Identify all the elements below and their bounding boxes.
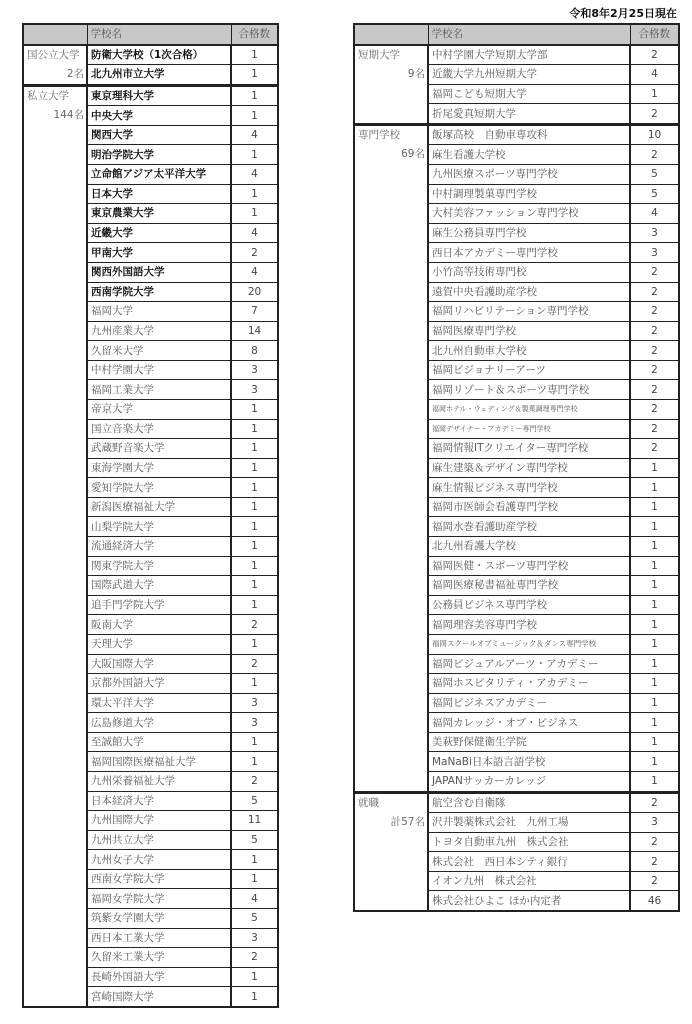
school-name: 福岡スクールオブミュージック＆ダンス専門学校 <box>428 634 630 654</box>
pass-count: 1 <box>231 45 278 65</box>
pass-count: 1 <box>231 850 278 870</box>
school-name: 近畿大学 <box>87 223 231 243</box>
school-name: 福岡国際医療福祉大学 <box>87 752 231 772</box>
pass-count: 5 <box>231 830 278 850</box>
pass-count: 2 <box>630 145 679 165</box>
table-row <box>354 792 679 813</box>
pass-count: 2 <box>630 45 679 65</box>
pass-count: 1 <box>630 771 679 792</box>
school-name: 追手門学院大学 <box>87 595 231 615</box>
pass-count: 11 <box>231 811 278 831</box>
category-label: 国公立大学 <box>27 48 80 61</box>
header-category <box>23 24 87 45</box>
pass-count: 3 <box>231 928 278 948</box>
school-name: 福岡水巻看護助産学校 <box>428 517 630 537</box>
pass-count: 1 <box>231 399 278 419</box>
school-name: 西日本工業大学 <box>87 928 231 948</box>
school-name: 九州女子大学 <box>87 850 231 870</box>
school-name: 中村学園大学 <box>87 360 231 380</box>
pass-count: 1 <box>231 65 278 86</box>
pass-count: 8 <box>231 341 278 361</box>
school-name: 筑紫女学園大学 <box>87 909 231 929</box>
pass-count: 4 <box>231 223 278 243</box>
pass-count: 1 <box>630 556 679 576</box>
pass-count: 1 <box>630 537 679 557</box>
pass-count: 14 <box>231 321 278 341</box>
school-name: 公務員ビジネス専門学校 <box>428 595 630 615</box>
school-name: 福岡ホテル・ウェディング＆製菓調理専門学校 <box>428 399 630 419</box>
pass-count: 1 <box>630 674 679 694</box>
pass-count: 1 <box>630 478 679 498</box>
pass-count: 1 <box>231 674 278 694</box>
school-name: 広島修道大学 <box>87 713 231 733</box>
college-employment-results-table <box>353 23 680 912</box>
school-name: 福岡女学院大学 <box>87 889 231 909</box>
school-name: 流通経済大学 <box>87 537 231 557</box>
pass-count: 1 <box>231 85 278 106</box>
school-name: 福岡ビジネスアカデミー <box>428 693 630 713</box>
school-name: 福岡医健・スポーツ専門学校 <box>428 556 630 576</box>
school-name: JAPANサッカーカレッジ <box>428 771 630 792</box>
school-name: 東京農業大学 <box>87 204 231 224</box>
pass-count: 1 <box>231 145 278 165</box>
pass-count: 2 <box>231 615 278 635</box>
school-name: 沢井製薬株式会社 九州工場 <box>428 813 630 833</box>
category-cell <box>354 45 428 125</box>
pass-count: 1 <box>231 987 278 1007</box>
pass-count: 3 <box>231 380 278 400</box>
header-school-name: 学校名 <box>428 24 630 45</box>
school-name: 天理大学 <box>87 634 231 654</box>
school-name: 至誠館大学 <box>87 732 231 752</box>
pass-count: 1 <box>231 732 278 752</box>
pass-count: 1 <box>630 654 679 674</box>
pass-count: 2 <box>630 399 679 419</box>
school-name: 折尾愛真短期大学 <box>428 104 630 125</box>
table-row <box>23 85 278 106</box>
school-name: 小竹高等技術専門校 <box>428 262 630 282</box>
pass-count: 1 <box>630 84 679 104</box>
pass-count: 1 <box>630 693 679 713</box>
pass-count: 1 <box>231 517 278 537</box>
pass-count: 1 <box>231 184 278 204</box>
school-name: 日本経済大学 <box>87 791 231 811</box>
school-name: 明治学院大学 <box>87 145 231 165</box>
school-name: 山梨学院大学 <box>87 517 231 537</box>
school-name: 美萩野保健衛生学院 <box>428 732 630 752</box>
school-name: 九州医療スポーツ専門学校 <box>428 165 630 185</box>
pass-count: 2 <box>630 302 679 322</box>
school-name: 北九州市立大学 <box>87 65 231 86</box>
category-total: 69名 <box>401 147 425 160</box>
category-cell <box>23 45 87 86</box>
pass-count: 1 <box>231 458 278 478</box>
category-label: 私立大学 <box>27 89 69 102</box>
school-name: 武蔵野音楽大学 <box>87 439 231 459</box>
school-name: 環太平洋大学 <box>87 693 231 713</box>
pass-count: 3 <box>630 223 679 243</box>
school-name: 福岡ビジョナリーアーツ <box>428 360 630 380</box>
category-label: 専門学校 <box>358 128 400 141</box>
pass-count: 1 <box>231 634 278 654</box>
pass-count: 2 <box>231 771 278 791</box>
category-label: 短期大学 <box>358 48 400 61</box>
pass-count: 4 <box>630 65 679 85</box>
school-name: トヨタ自動車九州 株式会社 <box>428 832 630 852</box>
pass-count: 2 <box>630 419 679 439</box>
school-name: 中村調理製菓専門学校 <box>428 184 630 204</box>
pass-count: 1 <box>231 106 278 126</box>
pass-count: 1 <box>630 458 679 478</box>
header-school-name: 学校名 <box>87 24 231 45</box>
pass-count: 3 <box>630 243 679 263</box>
school-name: 中村学園大学短期大学部 <box>428 45 630 65</box>
school-name: 関西大学 <box>87 125 231 145</box>
school-name: 福岡大学 <box>87 302 231 322</box>
pass-count: 1 <box>630 615 679 635</box>
school-name: 関西外国語大学 <box>87 262 231 282</box>
school-name: 九州産業大学 <box>87 321 231 341</box>
school-name: 東京理科大学 <box>87 85 231 106</box>
school-name: 東海学園大学 <box>87 458 231 478</box>
pass-count: 1 <box>630 595 679 615</box>
header-category <box>354 24 428 45</box>
pass-count: 20 <box>231 282 278 302</box>
school-name: 麻生公務員専門学校 <box>428 223 630 243</box>
school-name: 久留米工業大学 <box>87 948 231 968</box>
school-name: 防衛大学校（1次合格） <box>87 45 231 65</box>
pass-count: 2 <box>630 341 679 361</box>
school-name: 大村美容ファッション専門学校 <box>428 204 630 224</box>
school-name: 北九州看護大学校 <box>428 537 630 557</box>
pass-count: 2 <box>630 380 679 400</box>
school-name: 長崎外国語大学 <box>87 967 231 987</box>
pass-count: 10 <box>630 124 679 145</box>
table-row <box>354 45 679 65</box>
category-cell <box>354 792 428 911</box>
pass-count: 2 <box>231 654 278 674</box>
school-name: 福岡リハビリテーション専門学校 <box>428 302 630 322</box>
school-name: 大阪国際大学 <box>87 654 231 674</box>
pass-count: 1 <box>630 576 679 596</box>
header-pass-count: 合格数 <box>231 24 278 45</box>
school-name: 福岡医療専門学校 <box>428 321 630 341</box>
school-name: 新潟医療福祉大学 <box>87 497 231 517</box>
school-name: 航空含む自衛隊 <box>428 792 630 813</box>
pass-count: 1 <box>231 967 278 987</box>
school-name: 近畿大学九州短期大学 <box>428 65 630 85</box>
pass-count: 2 <box>630 360 679 380</box>
table-row <box>23 45 278 65</box>
school-name: 帝京大学 <box>87 399 231 419</box>
category-total: 2名 <box>66 67 84 80</box>
school-name: 西南女学院大学 <box>87 869 231 889</box>
table-header-row <box>23 24 278 45</box>
pass-count: 3 <box>630 813 679 833</box>
pass-count: 5 <box>231 909 278 929</box>
school-name: イオン九州 株式会社 <box>428 871 630 891</box>
school-name: MaNaBi日本語言語学校 <box>428 752 630 772</box>
pass-count: 1 <box>231 752 278 772</box>
school-name: 国際武道大学 <box>87 576 231 596</box>
school-name: 福岡ビジュアルアーツ・アカデミー <box>428 654 630 674</box>
pass-count: 5 <box>630 184 679 204</box>
school-name: 福岡情報ITクリエイター専門学校 <box>428 439 630 459</box>
pass-count: 1 <box>630 713 679 733</box>
school-name: 飯塚高校 自動車専攻科 <box>428 124 630 145</box>
table-row <box>354 124 679 145</box>
pass-count: 4 <box>231 165 278 185</box>
school-name: 麻生建築＆デザイン専門学校 <box>428 458 630 478</box>
right-table-body <box>354 45 679 911</box>
pass-count: 1 <box>231 537 278 557</box>
school-name: 福岡デザイナー・アカデミー専門学校 <box>428 419 630 439</box>
school-name: 京都外国語大学 <box>87 674 231 694</box>
pass-count: 1 <box>231 869 278 889</box>
school-name: 遠賀中央看護助産学校 <box>428 282 630 302</box>
pass-count: 1 <box>630 517 679 537</box>
pass-count: 1 <box>231 204 278 224</box>
pass-count: 1 <box>231 419 278 439</box>
as-of-date: 令和8年2月25日現在 <box>569 7 677 20</box>
school-name: 関東学院大学 <box>87 556 231 576</box>
pass-count: 1 <box>630 634 679 654</box>
school-name: 西日本アカデミー専門学校 <box>428 243 630 263</box>
school-name: 福岡こども短期大学 <box>428 84 630 104</box>
school-name: 九州共立大学 <box>87 830 231 850</box>
school-name: 甲南大学 <box>87 243 231 263</box>
category-cell <box>23 85 87 1007</box>
pass-count: 2 <box>231 948 278 968</box>
pass-count: 4 <box>630 204 679 224</box>
school-name: 国立音楽大学 <box>87 419 231 439</box>
school-name: 株式会社ひよこ ほか内定者 <box>428 891 630 911</box>
school-name: 宮崎国際大学 <box>87 987 231 1007</box>
pass-count: 2 <box>630 792 679 813</box>
pass-count: 4 <box>231 125 278 145</box>
pass-count: 1 <box>231 576 278 596</box>
pass-count: 2 <box>630 282 679 302</box>
category-label: 就職 <box>358 796 379 809</box>
school-name: 西南学院大学 <box>87 282 231 302</box>
pass-count: 1 <box>231 595 278 615</box>
category-cell <box>354 124 428 792</box>
table-header-row <box>354 24 679 45</box>
pass-count: 1 <box>231 556 278 576</box>
pass-count: 1 <box>630 732 679 752</box>
school-name: 九州栄養福祉大学 <box>87 771 231 791</box>
pass-count: 3 <box>231 693 278 713</box>
category-total: 9名 <box>407 67 425 80</box>
school-name: 福岡リゾート＆スポーツ専門学校 <box>428 380 630 400</box>
school-name: 愛知学院大学 <box>87 478 231 498</box>
pass-count: 4 <box>231 262 278 282</box>
university-results-table <box>22 23 279 1008</box>
category-total: 144名 <box>53 108 84 121</box>
category-total: 計57名 <box>390 815 425 828</box>
school-name: 福岡市医師会看護専門学校 <box>428 497 630 517</box>
school-name: 福岡医療秘書福祉専門学校 <box>428 576 630 596</box>
school-name: 北九州自動車大学校 <box>428 341 630 361</box>
pass-count: 5 <box>630 165 679 185</box>
pass-count: 2 <box>630 852 679 872</box>
school-name: 麻生情報ビジネス専門学校 <box>428 478 630 498</box>
pass-count: 1 <box>231 497 278 517</box>
pass-count: 3 <box>231 360 278 380</box>
pass-count: 2 <box>630 832 679 852</box>
school-name: 日本大学 <box>87 184 231 204</box>
pass-count: 4 <box>231 889 278 909</box>
pass-count: 2 <box>630 871 679 891</box>
school-name: 立命館アジア太平洋大学 <box>87 165 231 185</box>
pass-count: 2 <box>630 321 679 341</box>
school-name: 福岡カレッジ・オブ・ビジネス <box>428 713 630 733</box>
pass-count: 46 <box>630 891 679 911</box>
pass-count: 2 <box>630 104 679 125</box>
school-name: 福岡ホスピタリティ・アカデミー <box>428 674 630 694</box>
pass-count: 7 <box>231 302 278 322</box>
pass-count: 1 <box>630 752 679 772</box>
school-name: 阪南大学 <box>87 615 231 635</box>
pass-count: 3 <box>231 713 278 733</box>
school-name: 九州国際大学 <box>87 811 231 831</box>
pass-count: 2 <box>231 243 278 263</box>
pass-count: 1 <box>630 497 679 517</box>
pass-count: 1 <box>231 478 278 498</box>
pass-count: 1 <box>231 439 278 459</box>
school-name: 福岡工業大学 <box>87 380 231 400</box>
pass-count: 5 <box>231 791 278 811</box>
school-name: 福岡理容美容専門学校 <box>428 615 630 635</box>
left-table-body <box>23 45 278 1007</box>
pass-count: 2 <box>630 262 679 282</box>
school-name: 中央大学 <box>87 106 231 126</box>
school-name: 株式会社 西日本シティ銀行 <box>428 852 630 872</box>
school-name: 久留米大学 <box>87 341 231 361</box>
header-pass-count: 合格数 <box>630 24 679 45</box>
school-name: 麻生看護大学校 <box>428 145 630 165</box>
pass-count: 2 <box>630 439 679 459</box>
